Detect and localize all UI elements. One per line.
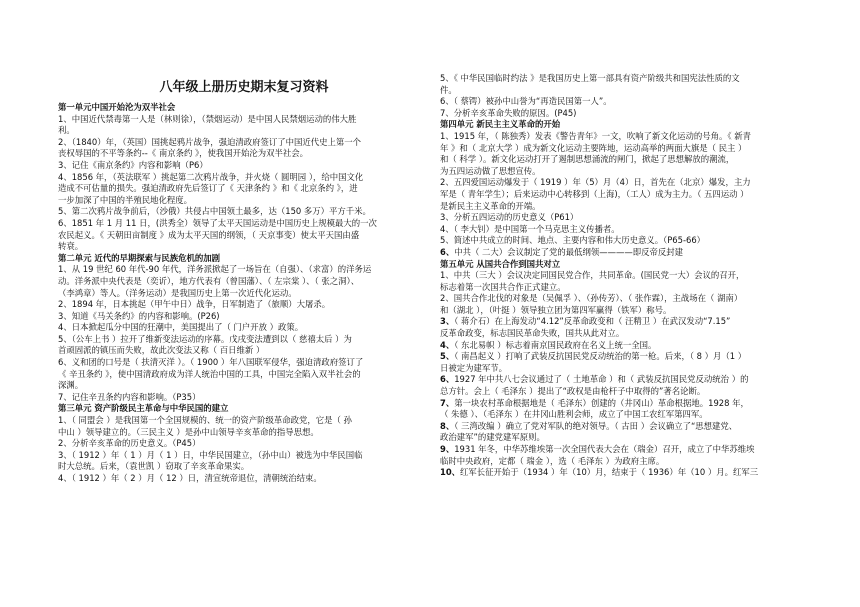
item-number: 4、 <box>440 339 455 350</box>
text-line: 深渊。 <box>58 380 84 391</box>
line-text: 中共（ 二大）会议制定了党的最低纲领————即反帝反封建 <box>454 246 683 257</box>
text-line: 件。 <box>440 84 457 95</box>
text-line: 利。 <box>58 125 75 136</box>
line-text: 红军长征开始于（1934 ）年（10）月，结束于（ 1936）年（10 ）月。红军三 <box>460 467 759 478</box>
text-line: 3、记住《南京条约》内容和影响（P6） <box>58 159 208 170</box>
text-line: 中山 ）领导建立的。（三民主义 ）是孙中山领导辛亥革命的指导思想。 <box>58 426 319 437</box>
line-text: 第一块农村革命根据地是（ 毛泽东）创建的（井冈山）革命根据地。1928 年， <box>454 397 749 408</box>
text-line <box>440 467 835 479</box>
text-line: 是新民主主义革命的开端。 <box>440 200 541 211</box>
item-number: 6、 <box>440 374 455 385</box>
text-line: 2、（1840）年，（英国）国挑起鸦片战争，强迫清政府签订了中国近代史上第一个 <box>58 136 361 147</box>
text-line: 4、日本掀起瓜分中国的狂潮中，美国提出了（ 门户开放 ）政策。 <box>58 322 304 333</box>
text-line: 政治建军”的建党建军原则。 <box>440 432 545 443</box>
line-text: 1931 年冬，中华苏维埃第一次全国代表大会在（瑞金）召开，成立了中华苏维埃 <box>454 444 755 454</box>
text-line: 7、记住辛丑条约内容和影响。（P35） <box>58 391 201 402</box>
item-number: 8、 <box>440 420 455 431</box>
text-line: 军是（ 青年学生）；后来运动中心转移到（上海)，（工人）成为主力。（ 五四运动 ） <box>440 188 749 199</box>
line-text: 1927 年中共八七会议通过了（ 土地革命 ）和（ 武装反抗国民党反动统治 ）的 <box>454 374 749 385</box>
text-line <box>440 398 835 410</box>
text-line: 1、中国近代禁毒第一人是（林则徐），（禁烟运动）是中国人民禁烟运动的伟大胜 <box>58 113 357 124</box>
text-line <box>440 421 835 433</box>
text-line: 总方针。会上（ 毛泽东 ）提出了“政权是由枪杆子中取得的”著名论断。 <box>440 386 706 397</box>
text-line: 5、《 中华民国临时约法 》是我国历史上第一部具有资产阶级共和国宪法性质的文 <box>440 73 740 83</box>
text-line: 和（湖北 ），（叶挺 ）领导独立团为第四军赢得（铁军）称号。 <box>440 304 672 315</box>
text-line <box>440 444 835 456</box>
text-line: 1、从 19 世纪 60 年代-90 年代，洋务派掀起了一场旨在（自强）、（求富）的洋务运 <box>58 264 372 275</box>
text-line <box>440 247 835 259</box>
text-line: 1、中共（三大 ）会议决定同国民党合作，共同革命。(国民党一大）会议的召开， <box>440 270 745 281</box>
unit-heading: 第五单元 从国共合作到国共对立 <box>440 258 561 269</box>
text-line: 时大总统。后来，（袁世凯 ）窃取了辛亥革命果实。 <box>58 461 250 472</box>
right-column <box>440 0 835 479</box>
text-line: 《 辛丑条约 》，使中国清政府成为洋人统治中国的工具，中国完全陷入双半社会的 <box>58 368 361 379</box>
text-line: 4、1856 年，（英法联军 ）挑起第二次鸦片战争，并火烧（ 圆明园 ），给中国文化 <box>58 171 364 182</box>
unit-heading: 第一单元中国开始沦为双半社会 <box>58 102 176 112</box>
text-line: 4、（ 1912 ）年（ 2 ）月（ 12 ）日，清宣统帝退位，清朝统治结束。 <box>58 473 322 483</box>
text-line: 3、知道《马关条约》的内容和影响。(P26) <box>58 310 220 321</box>
text-line: 首顽固派的镇压而失败，故此次变法又称（ 百日维新 ） <box>58 345 265 356</box>
unit-heading: 第二单元 近代的早期探索与民族危机的加剧 <box>58 252 221 263</box>
text-line: 6、义和团的口号是（ 扶清灭洋 ）。（ 1900 ）年八国联军侵华，强迫清政府签订了 <box>58 357 364 368</box>
text-line: 临时中央政府，定都（ 瑞金 ），选（ 毛泽东 ）为政府主席。 <box>440 455 665 466</box>
item-number: 3、 <box>440 316 455 327</box>
line-text: （ 三湾改编 ）确立了党对军队的绝对领导。（ 古田 ）会议确立了“思想建党、 <box>454 420 738 431</box>
text-line: （李鸿章）等人。（洋务运动）是我国历史上第一次近代化运动。 <box>58 287 297 298</box>
line-text: （ 蒋介石）在上海发动“4.12”反革命政变和（ 汪精卫 ）在武汉发动“7.15” <box>454 316 731 327</box>
text-line: （ 朱德 ）、（毛泽东 ）在井冈山胜利会师，成立了中国工农红军第四军。 <box>440 409 708 420</box>
text-line: 7、分析辛亥革命失败的原因。(P45) <box>440 107 577 118</box>
text-line: 标志着第一次国共合作正式建立。 <box>440 281 566 292</box>
text-line: 5、简述中共成立的时间、地点、主要内容和伟大历史意义。（P65-66） <box>440 235 706 246</box>
text-line: 5、第二次鸦片战争前后，（沙俄）共侵占中国领土最多，达（150 多万）平方千米。 <box>58 206 371 217</box>
text-line: 2、五四爱国运动爆发于（ 1919 ）年（5）月（4）日，首先在（北京）爆发，主力 <box>440 177 751 188</box>
text-line: 转衰。 <box>58 241 84 252</box>
page-title: 八年级上册历史期末复习资料 <box>159 80 329 95</box>
text-line: 1、1915 年，（ 陈独秀）发表《警告青年》一文，吹响了新文化运动的号角。《 新青 <box>440 130 751 141</box>
text-line: 反革命政变，标志国民革命失败，国共从此对立。 <box>440 328 625 339</box>
text-line <box>440 351 835 363</box>
text-line: 3、（ 1912 ）年（ 1 ）月（ 1 ）日，中华民国建立，（孙中山）被选为中华民国临 <box>58 449 363 460</box>
text-line: 1、（ 同盟会 ）是我国第一个全国规模的、统一的资产阶级革命政党，它是（ 孙 <box>58 415 352 426</box>
text-line: 日被定为建军节。 <box>440 362 507 373</box>
text-line: 为五四运动做了思想宣传。 <box>440 165 541 176</box>
item-number: 10、 <box>440 467 461 478</box>
text-line: 农民起义。《 天朝田亩制度 》成为太平天国的纲领，（ 天京事变）使太平天国由盛 <box>58 229 360 240</box>
text-line: 丧权辱国的不平等条约--《 南京条约 》，使我国开始沦为双半社会。 <box>58 148 309 159</box>
text-line: 6、（ 蔡锷）被孙中山誉为“再造民国第一人”。 <box>440 96 612 107</box>
unit-heading: 第四单元 新民主主义革命的开始 <box>440 119 561 130</box>
item-number: 6、 <box>440 246 455 257</box>
line-text: （ 东北易帜 ）标志着南京国民政府在名义上统一全国。 <box>454 339 657 350</box>
text-line: 造成不可估量的损失。强迫清政府先后签订了《 天津条约 》和《 北京条约 》，进 <box>58 183 358 194</box>
text-line: 2、国共合作北伐的对象是（吴佩孚 ）、（孙传芳）、（ 张作霖），主战场在（ 湖南） <box>440 293 743 304</box>
text-line: 2、1894 年，日本挑起（甲午中日）战争，日军制造了（旅顺）大屠杀。 <box>58 299 331 310</box>
item-number: 9、 <box>440 444 455 454</box>
text-line: 年 》和（ 北京大学 ）成为新文化运动主要阵地，运动高举的两面大旗是（ 民主 ） <box>440 142 747 153</box>
text-line: 和（ 科学 ）。新文化运动打开了遏制思想涌流的闸门，掀起了思想解放的潮流， <box>440 154 735 165</box>
item-number: 7、 <box>440 397 455 408</box>
text-line: 一步加深了中国的半殖民地化程度。 <box>58 194 192 205</box>
text-line: 4、（ 李大钊）是中国第一个马克思主义传播者。 <box>440 223 620 234</box>
text-line: 2、分析辛亥革命的历史意义。（P45） <box>58 438 201 449</box>
item-number: 5、 <box>440 351 455 362</box>
text-line: 3、分析五四运动的历史意义（P61） <box>440 212 579 223</box>
line-text: （ 南昌起义 ）打响了武装反抗国民党反动统治的第一枪。后来，（ 8 ）月（1 ） <box>454 351 747 362</box>
left-column <box>58 0 430 485</box>
text-line: 6、1851 年 1 月 11 日，(洪秀全）领导了太平天国运动是中国历史上规模最大的一次 <box>58 217 377 228</box>
unit-heading: 第三单元 资产阶级民主革命与中华民国的建立 <box>58 403 229 414</box>
text-line <box>440 316 835 328</box>
text-line: 动。洋务派中央代表是（奕䜣），地方代表有（曾国藩）、（ 左宗棠 ）、（ 张之洞）、 <box>58 275 360 286</box>
text-line: 5、（公车上书 ）拉开了维新变法运动的序幕。戊戌变法遭到以（ 慈禧太后 ）为 <box>58 333 352 344</box>
text-line <box>440 340 835 352</box>
text-line <box>440 374 835 386</box>
